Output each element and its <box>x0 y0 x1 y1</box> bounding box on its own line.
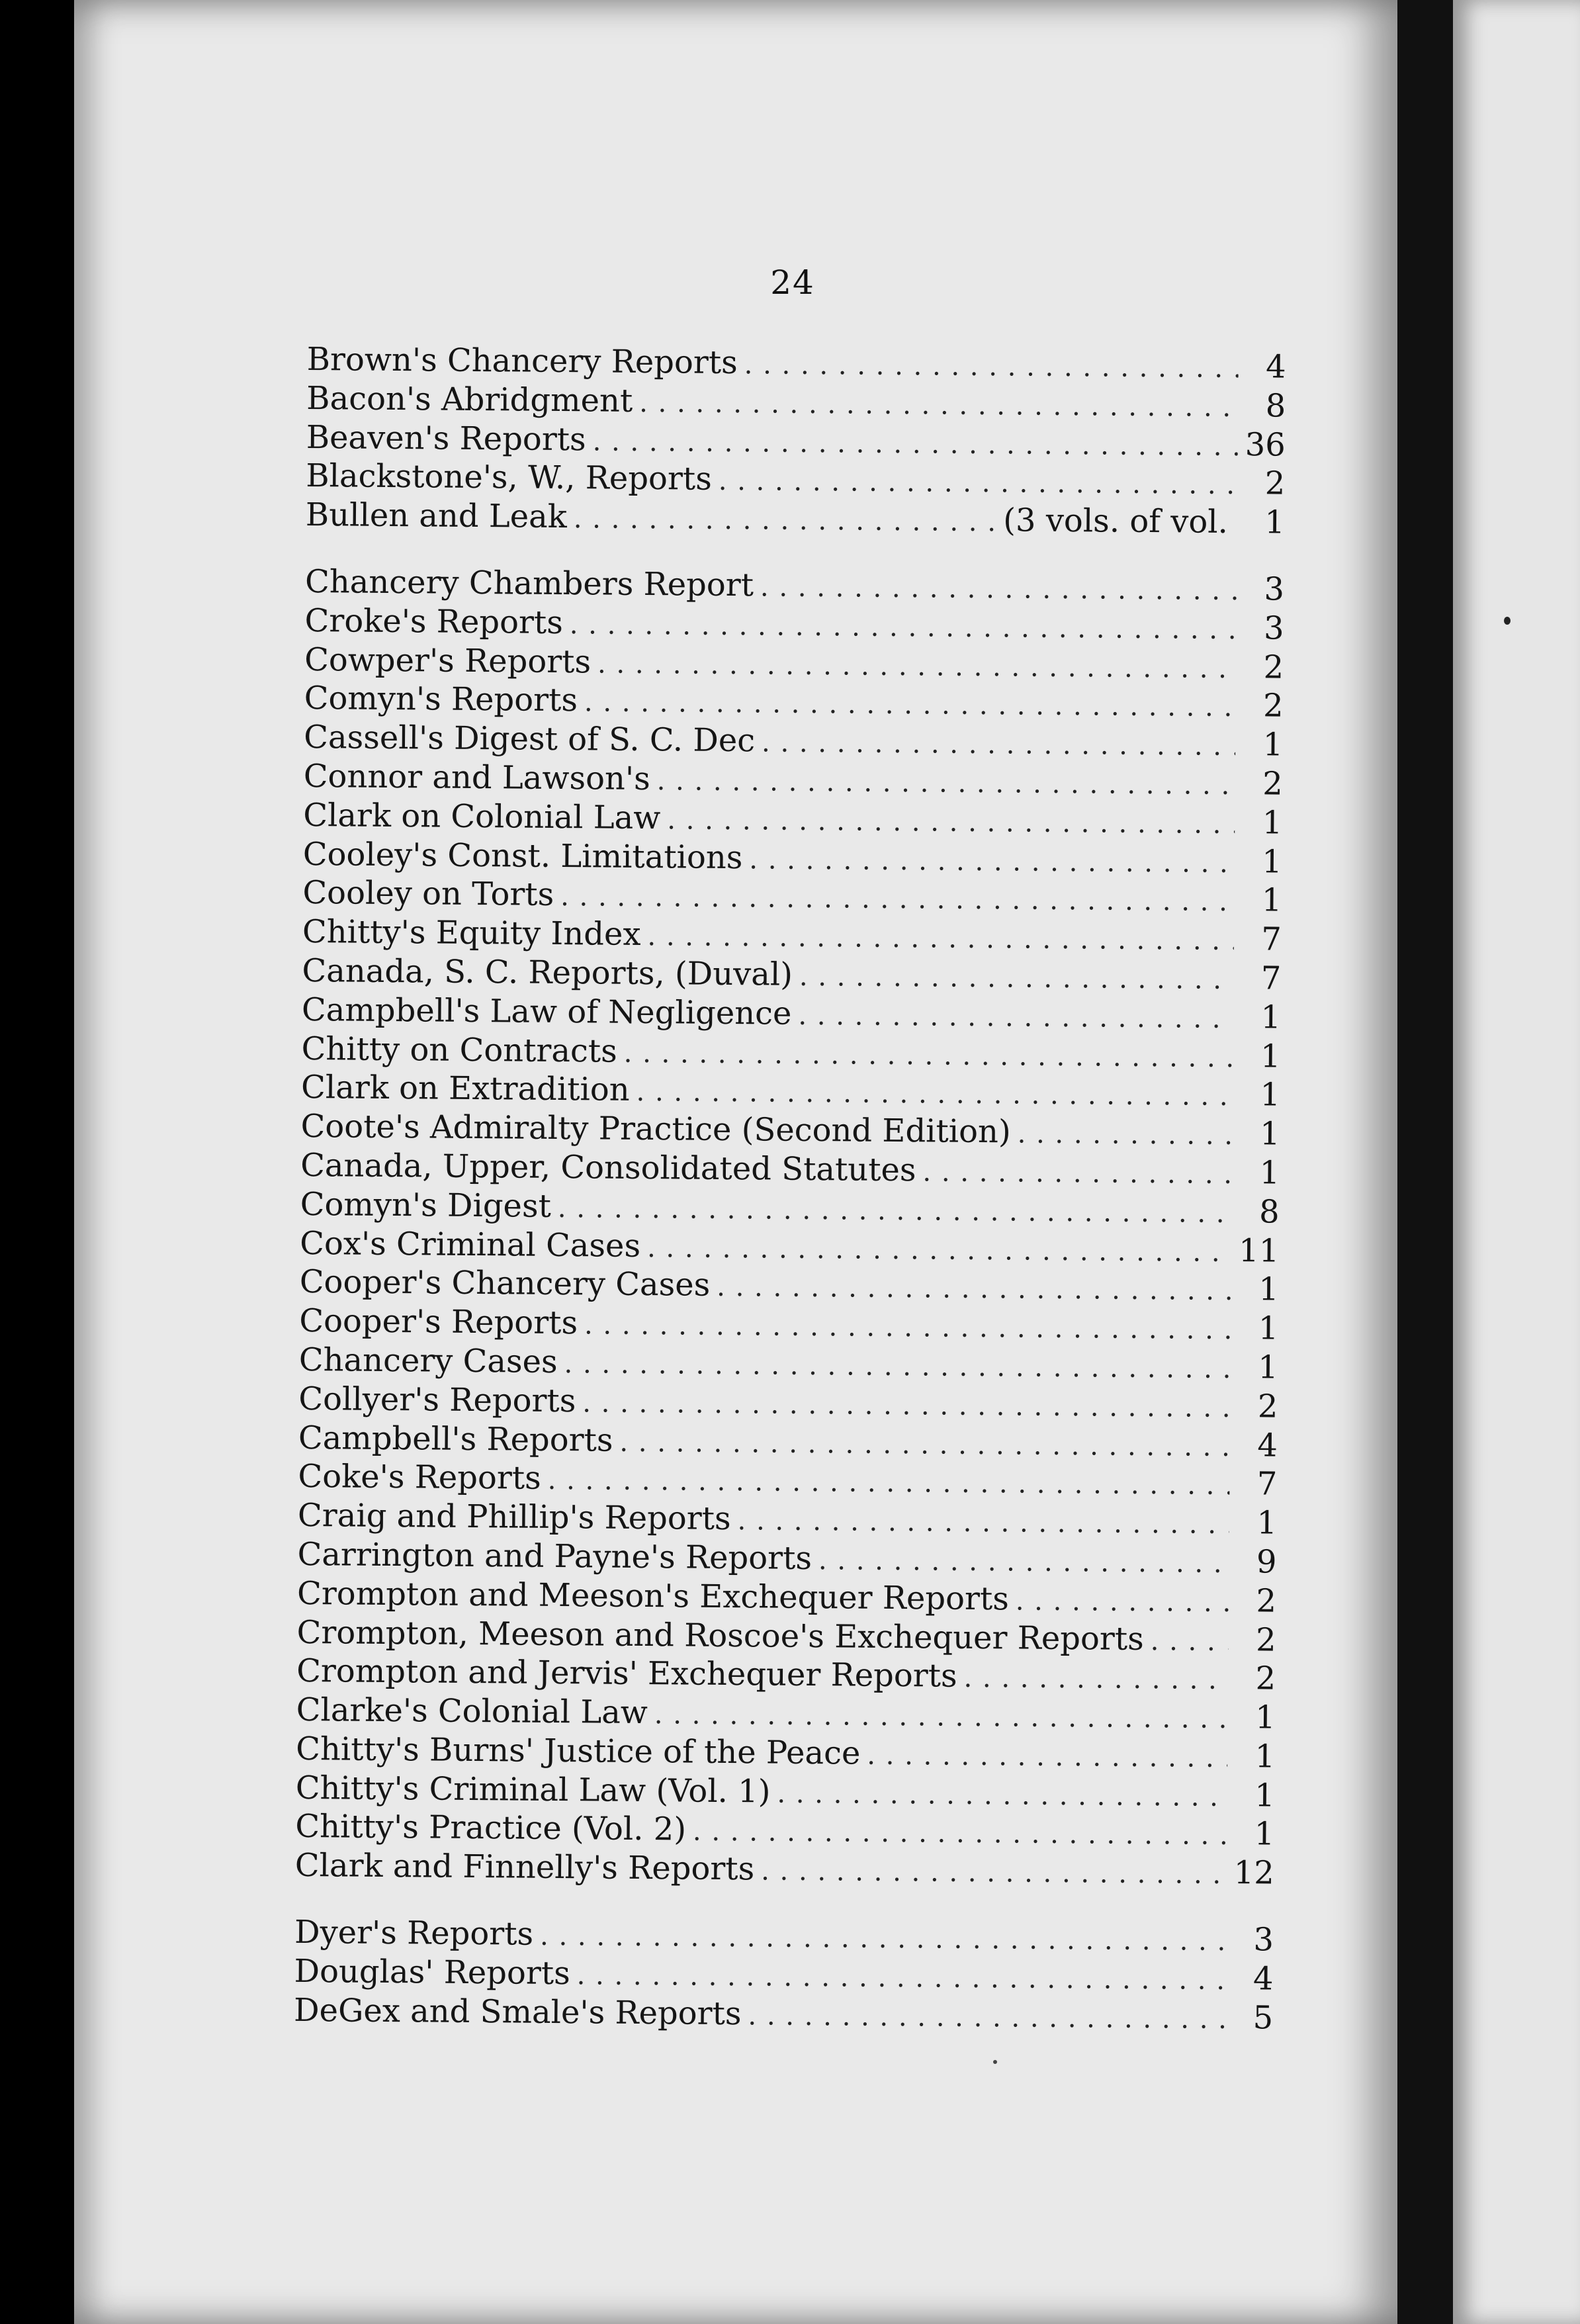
entry-title: Cowper's Reports <box>304 641 592 680</box>
entry-title: Craig and Phillip's Reports <box>297 1497 731 1538</box>
entry-count: 1 <box>1260 999 1282 1036</box>
entry-title: Crompton and Meeson's Exchequer Reports <box>296 1574 1010 1618</box>
entry-title: Chitty's Criminal Law (Vol. 1) <box>295 1769 771 1810</box>
entry-title: Cooper's Chancery Cases <box>299 1263 711 1304</box>
entry-title: Cooley's Const. Limitations <box>302 835 743 876</box>
dot-leader <box>755 724 1236 766</box>
entry-count: 1 <box>1262 804 1283 842</box>
dot-leader <box>533 1917 1226 1961</box>
entry-count: 36 <box>1245 425 1286 464</box>
entry-count: 2 <box>1264 465 1286 503</box>
entry-title: Clark on Colonial Law <box>303 796 661 836</box>
dot-leader <box>617 1034 1233 1077</box>
entry-count: 1 <box>1259 1115 1280 1153</box>
entry-title: Chitty's Practice (Vol. 2) <box>295 1808 687 1849</box>
entry-count: 11 <box>1238 1231 1280 1270</box>
dot-leader <box>812 1541 1229 1584</box>
dot-leader <box>860 1736 1227 1778</box>
dot-leader <box>563 605 1237 650</box>
entry-title: Crompton, Meeson and Roscoe's Exchequer Reports <box>296 1613 1145 1658</box>
entry-count: 1 <box>1260 1037 1281 1075</box>
book-list <box>294 340 1286 2037</box>
entry-count: 3 <box>1264 570 1285 608</box>
dot-leader <box>754 568 1237 611</box>
dot-leader <box>554 877 1235 922</box>
entry-title: Chancery Cases <box>298 1341 558 1380</box>
entry-title: Clark and Finnelly's Reports <box>294 1847 755 1888</box>
dot-leader <box>916 1153 1232 1194</box>
entry-title: Douglas' Reports <box>294 1952 570 1992</box>
facing-page-edge <box>1453 0 1580 2324</box>
entry-count: 9 <box>1256 1543 1277 1581</box>
dot-leader <box>712 462 1238 505</box>
list-item <box>306 496 1285 542</box>
entry-count: 1 <box>1254 1738 1276 1775</box>
entry-count: 1 <box>1258 1310 1279 1347</box>
entry-count: 7 <box>1256 1465 1278 1503</box>
entry-count: 2 <box>1255 1621 1276 1659</box>
entry-count: 3 <box>1253 1921 1274 1959</box>
entry-title: Croke's Reports <box>304 602 564 641</box>
dot-leader <box>730 1501 1229 1544</box>
entry-title: Connor and Lawson's <box>303 757 650 798</box>
entry-count: 2 <box>1262 687 1284 725</box>
entry-title: Blackstone's, W., Reports <box>306 457 713 498</box>
entry-title: Beaven's Reports <box>306 418 586 458</box>
entry-title: Chitty's Equity Index <box>302 913 641 954</box>
entry-count: 7 <box>1260 960 1282 997</box>
entry-count: 1 <box>1260 1076 1281 1114</box>
page-gutter <box>1397 0 1453 2324</box>
dot-leader <box>1009 1582 1229 1622</box>
ink-speck <box>993 2060 997 2064</box>
entry-title: Dyer's Reports <box>294 1914 534 1953</box>
entry-title: Canada, Upper, Consolidated Statutes <box>300 1146 916 1189</box>
entry-count: 4 <box>1252 1960 1274 1998</box>
entry-title: Cox's Criminal Cases <box>300 1224 641 1265</box>
dot-leader <box>793 958 1234 1000</box>
entry-group <box>295 562 1285 1893</box>
entry-title: Campbell's Reports <box>298 1419 613 1459</box>
page-number: 24 <box>770 263 815 302</box>
dot-leader <box>591 645 1237 688</box>
dot-leader <box>957 1659 1228 1700</box>
entry-count: 8 <box>1258 1193 1280 1231</box>
entry-title: Chitty's Burns' Justice of the Peace <box>296 1730 861 1772</box>
dot-leader <box>660 801 1235 844</box>
dot-leader <box>1144 1621 1229 1661</box>
entry-title: Cooper's Reports <box>299 1302 578 1342</box>
dot-leader <box>640 1229 1232 1273</box>
entry-count: 2 <box>1257 1388 1278 1425</box>
entry-title: Clark on Extradition <box>300 1069 630 1109</box>
entry-count: 1 <box>1254 1699 1276 1736</box>
dot-leader <box>633 384 1238 427</box>
dot-leader <box>557 1345 1231 1389</box>
dot-leader <box>613 1423 1230 1466</box>
entry-title: Carrington and Payne's Reports <box>297 1535 812 1577</box>
entry-count: 1 <box>1259 1154 1280 1192</box>
entry-title: Comyn's Reports <box>304 680 578 719</box>
entry-title: DeGex and Smale's Reports <box>293 1991 742 2032</box>
entry-count: 1 <box>1262 842 1283 881</box>
entry-count: 7 <box>1261 920 1282 958</box>
dot-leader <box>770 1774 1227 1816</box>
entry-count: 1 <box>1258 1349 1279 1386</box>
entry-count: 4 <box>1265 348 1286 386</box>
facing-page-mark <box>1504 617 1511 625</box>
dot-leader <box>686 1812 1227 1855</box>
entry-title: Coke's Reports <box>298 1458 541 1497</box>
entry-title: Bullen and Leak <box>305 496 568 536</box>
entry-title: Brown's Chancery Reports <box>306 340 738 382</box>
entry-count: 8 <box>1265 387 1286 425</box>
entry-count: 12 <box>1233 1854 1275 1892</box>
dot-leader <box>738 345 1239 388</box>
entry-count: 1 <box>1256 1504 1278 1542</box>
dot-leader <box>650 762 1235 805</box>
entry-title: Comyn's Digest <box>300 1185 552 1225</box>
entry-count: 2 <box>1256 1582 1277 1620</box>
entry-count: 5 <box>1252 1998 1274 2037</box>
dot-leader <box>791 997 1233 1039</box>
dot-leader <box>742 840 1235 883</box>
entry-title: Collyer's Reports <box>298 1380 576 1419</box>
entry-count: 1 <box>1258 1271 1279 1308</box>
entry-count: 2 <box>1262 765 1283 803</box>
entry-count: 1 <box>1261 881 1282 919</box>
entry-count: 4 <box>1257 1426 1278 1464</box>
entry-group <box>306 340 1286 543</box>
entry-count: 1 <box>1254 1777 1275 1814</box>
entry-count: 2 <box>1263 648 1284 686</box>
entry-note: (3 vols. of vol. <box>1003 502 1229 541</box>
entry-title: Cooley on Torts <box>302 874 554 914</box>
entry-title: Campbell's Law of Negligence <box>301 991 792 1032</box>
entry-count: 3 <box>1263 609 1284 647</box>
entry-count: 1 <box>1254 1815 1275 1854</box>
entry-count: 1 <box>1264 504 1286 541</box>
entry-title: Crompton and Jervis' Exchequer Reports <box>296 1652 957 1695</box>
dot-leader <box>578 1306 1231 1350</box>
dot-leader <box>741 1996 1225 2039</box>
dot-leader <box>576 1384 1231 1428</box>
dot-leader <box>551 1189 1232 1233</box>
entry-group <box>294 1913 1274 2037</box>
dot-leader <box>1010 1115 1232 1155</box>
entry-title: Canada, S. C. Reports, (Duval) <box>302 952 793 993</box>
entry-title: Cassell's Digest of S. C. Dec <box>304 719 756 760</box>
entry-title: Coote's Admiralty Practice (Second Edition) <box>300 1108 1011 1151</box>
dot-leader <box>710 1268 1231 1311</box>
entry-title: Bacon's Abridgment <box>306 379 633 420</box>
dot-leader <box>754 1852 1227 1895</box>
entry-title: Chitty on Contracts <box>301 1030 618 1070</box>
entry-title: Chancery Chambers Report <box>304 562 754 604</box>
entry-title: Clarke's Colonial Law <box>296 1691 648 1732</box>
entry-count: 1 <box>1262 726 1284 764</box>
entry-count: 2 <box>1255 1660 1276 1697</box>
dot-leader <box>567 500 1004 542</box>
